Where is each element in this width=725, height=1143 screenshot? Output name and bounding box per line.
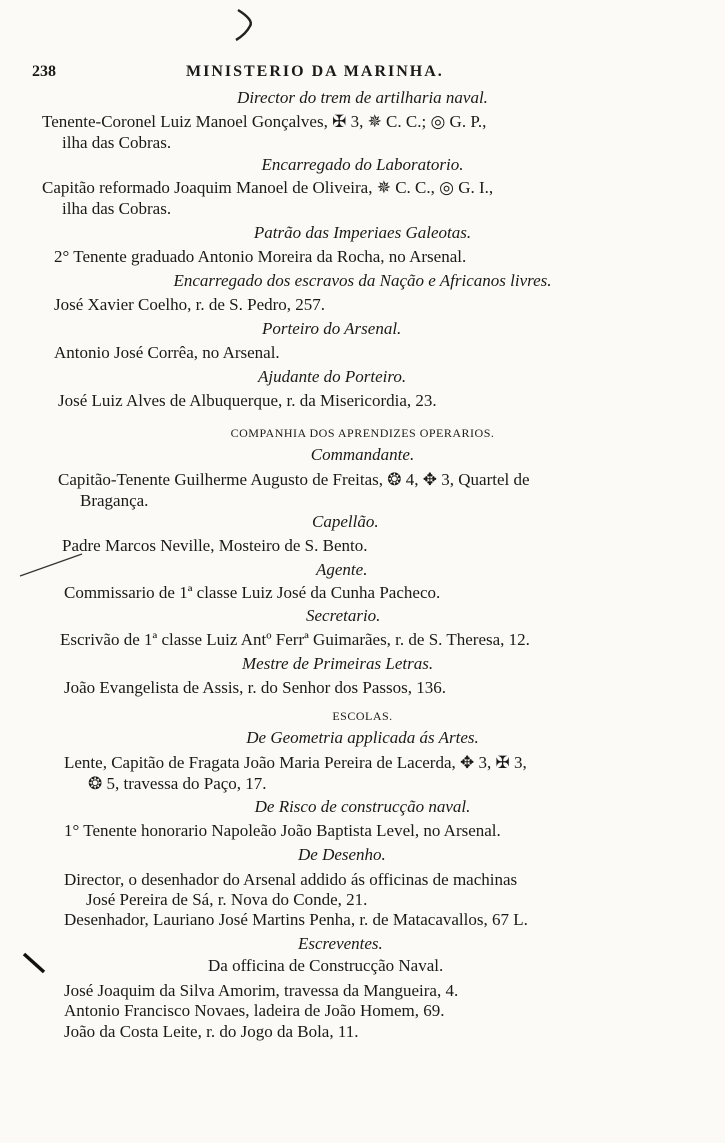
entry-text: Tenente-Coronel Luiz Manoel Gonçalves, ✠ 3, ✵ C. C.; ◎ G. P., <box>42 112 487 131</box>
section-title: Patrão das Imperiaes Galeotas. <box>253 223 472 242</box>
section-caps-heading: ESCOLAS. <box>332 709 393 723</box>
entry-continuation: Bragança. <box>80 491 149 510</box>
section-title: Escreventes. <box>298 934 383 953</box>
section-title: Encarregado dos escravos da Nação e Africanos livres. <box>173 271 552 290</box>
entry-text: José Xavier Coelho, r. de S. Pedro, 257. <box>54 295 326 314</box>
page-number: 238 <box>32 63 56 80</box>
entry-text: Padre Marcos Neville, Mosteiro de S. Bento. <box>62 536 368 555</box>
section-title: De Geometria applicada ás Artes. <box>246 728 479 747</box>
top-bracket-mark <box>230 6 260 46</box>
entry-text: Commissario de 1ª classe Luiz José da Cunha Pacheco. <box>64 583 441 602</box>
entry-text: Capitão-Tenente Guilherme Augusto de Freitas, ❂ 4, ✥ 3, Quartel de <box>58 470 530 489</box>
entry-text: João Evangelista de Assis, r. do Senhor dos Passos, 136. <box>64 678 447 697</box>
section-title: Porteiro do Arsenal. <box>262 319 402 338</box>
entry-text: José Joaquim da Silva Amorim, travessa da Mangueira, 4. <box>64 981 459 1000</box>
section-title: Director do trem de artilharia naval. <box>237 88 488 107</box>
entry-text: João da Costa Leite, r. do Jogo da Bola, 11. <box>64 1022 359 1041</box>
page-header: MINISTERIO DA MARINHA. <box>186 63 444 80</box>
entry-text: Antonio Francisco Novaes, ladeira de João Homem, 69. <box>64 1001 445 1020</box>
margin-arrow-mark <box>20 950 50 980</box>
entry-continuation: ❂ 5, travessa do Paço, 17. <box>88 774 267 793</box>
entry-text: Capitão reformado Joaquim Manoel de Oliveira, ✵ C. C., ◎ G. I., <box>42 178 494 197</box>
section-caps-heading: COMPANHIA DOS APRENDIZES OPERARIOS. <box>230 426 495 440</box>
entry-text: 2° Tenente graduado Antonio Moreira da Rocha, no Arsenal. <box>54 247 467 266</box>
entry-text: Escrivão de 1ª classe Luiz Antº Ferrª Guimarães, r. de S. Theresa, 12. <box>60 630 530 649</box>
entry-text: Antonio José Corrêa, no Arsenal. <box>54 343 280 362</box>
entry-text: 1° Tenente honorario Napoleão João Baptista Level, no Arsenal. <box>64 821 501 840</box>
section-title: Agente. <box>316 560 368 579</box>
section-title: Commandante. <box>310 445 415 464</box>
subsection-heading: Da officina de Construcção Naval. <box>208 956 444 975</box>
entry-text: Director, o desenhador do Arsenal addido ás officinas de machinas <box>64 870 518 889</box>
section-title: Secretario. <box>306 606 381 625</box>
entry-continuation: ilha das Cobras. <box>62 133 172 152</box>
entry-text: Lente, Capitão de Fragata João Maria Pereira de Lacerda, ✥ 3, ✠ 3, <box>64 753 527 772</box>
section-title: De Desenho. <box>298 845 386 864</box>
entry-continuation: ilha das Cobras. <box>62 199 172 218</box>
entry-continuation: José Pereira de Sá, r. Nova do Conde, 21. <box>86 890 368 909</box>
section-title: Capellão. <box>312 512 379 531</box>
section-title: Ajudante do Porteiro. <box>258 367 407 386</box>
entry-text: José Luiz Alves de Albuquerque, r. da Misericordia, 23. <box>58 391 437 410</box>
section-title: Encarregado do Laboratorio. <box>261 155 464 174</box>
section-title: De Risco de construcção naval. <box>254 797 471 816</box>
section-title: Mestre de Primeiras Letras. <box>242 654 434 673</box>
entry-text: Desenhador, Lauriano José Martins Penha, r. de Matacavallos, 67 L. <box>64 910 528 929</box>
